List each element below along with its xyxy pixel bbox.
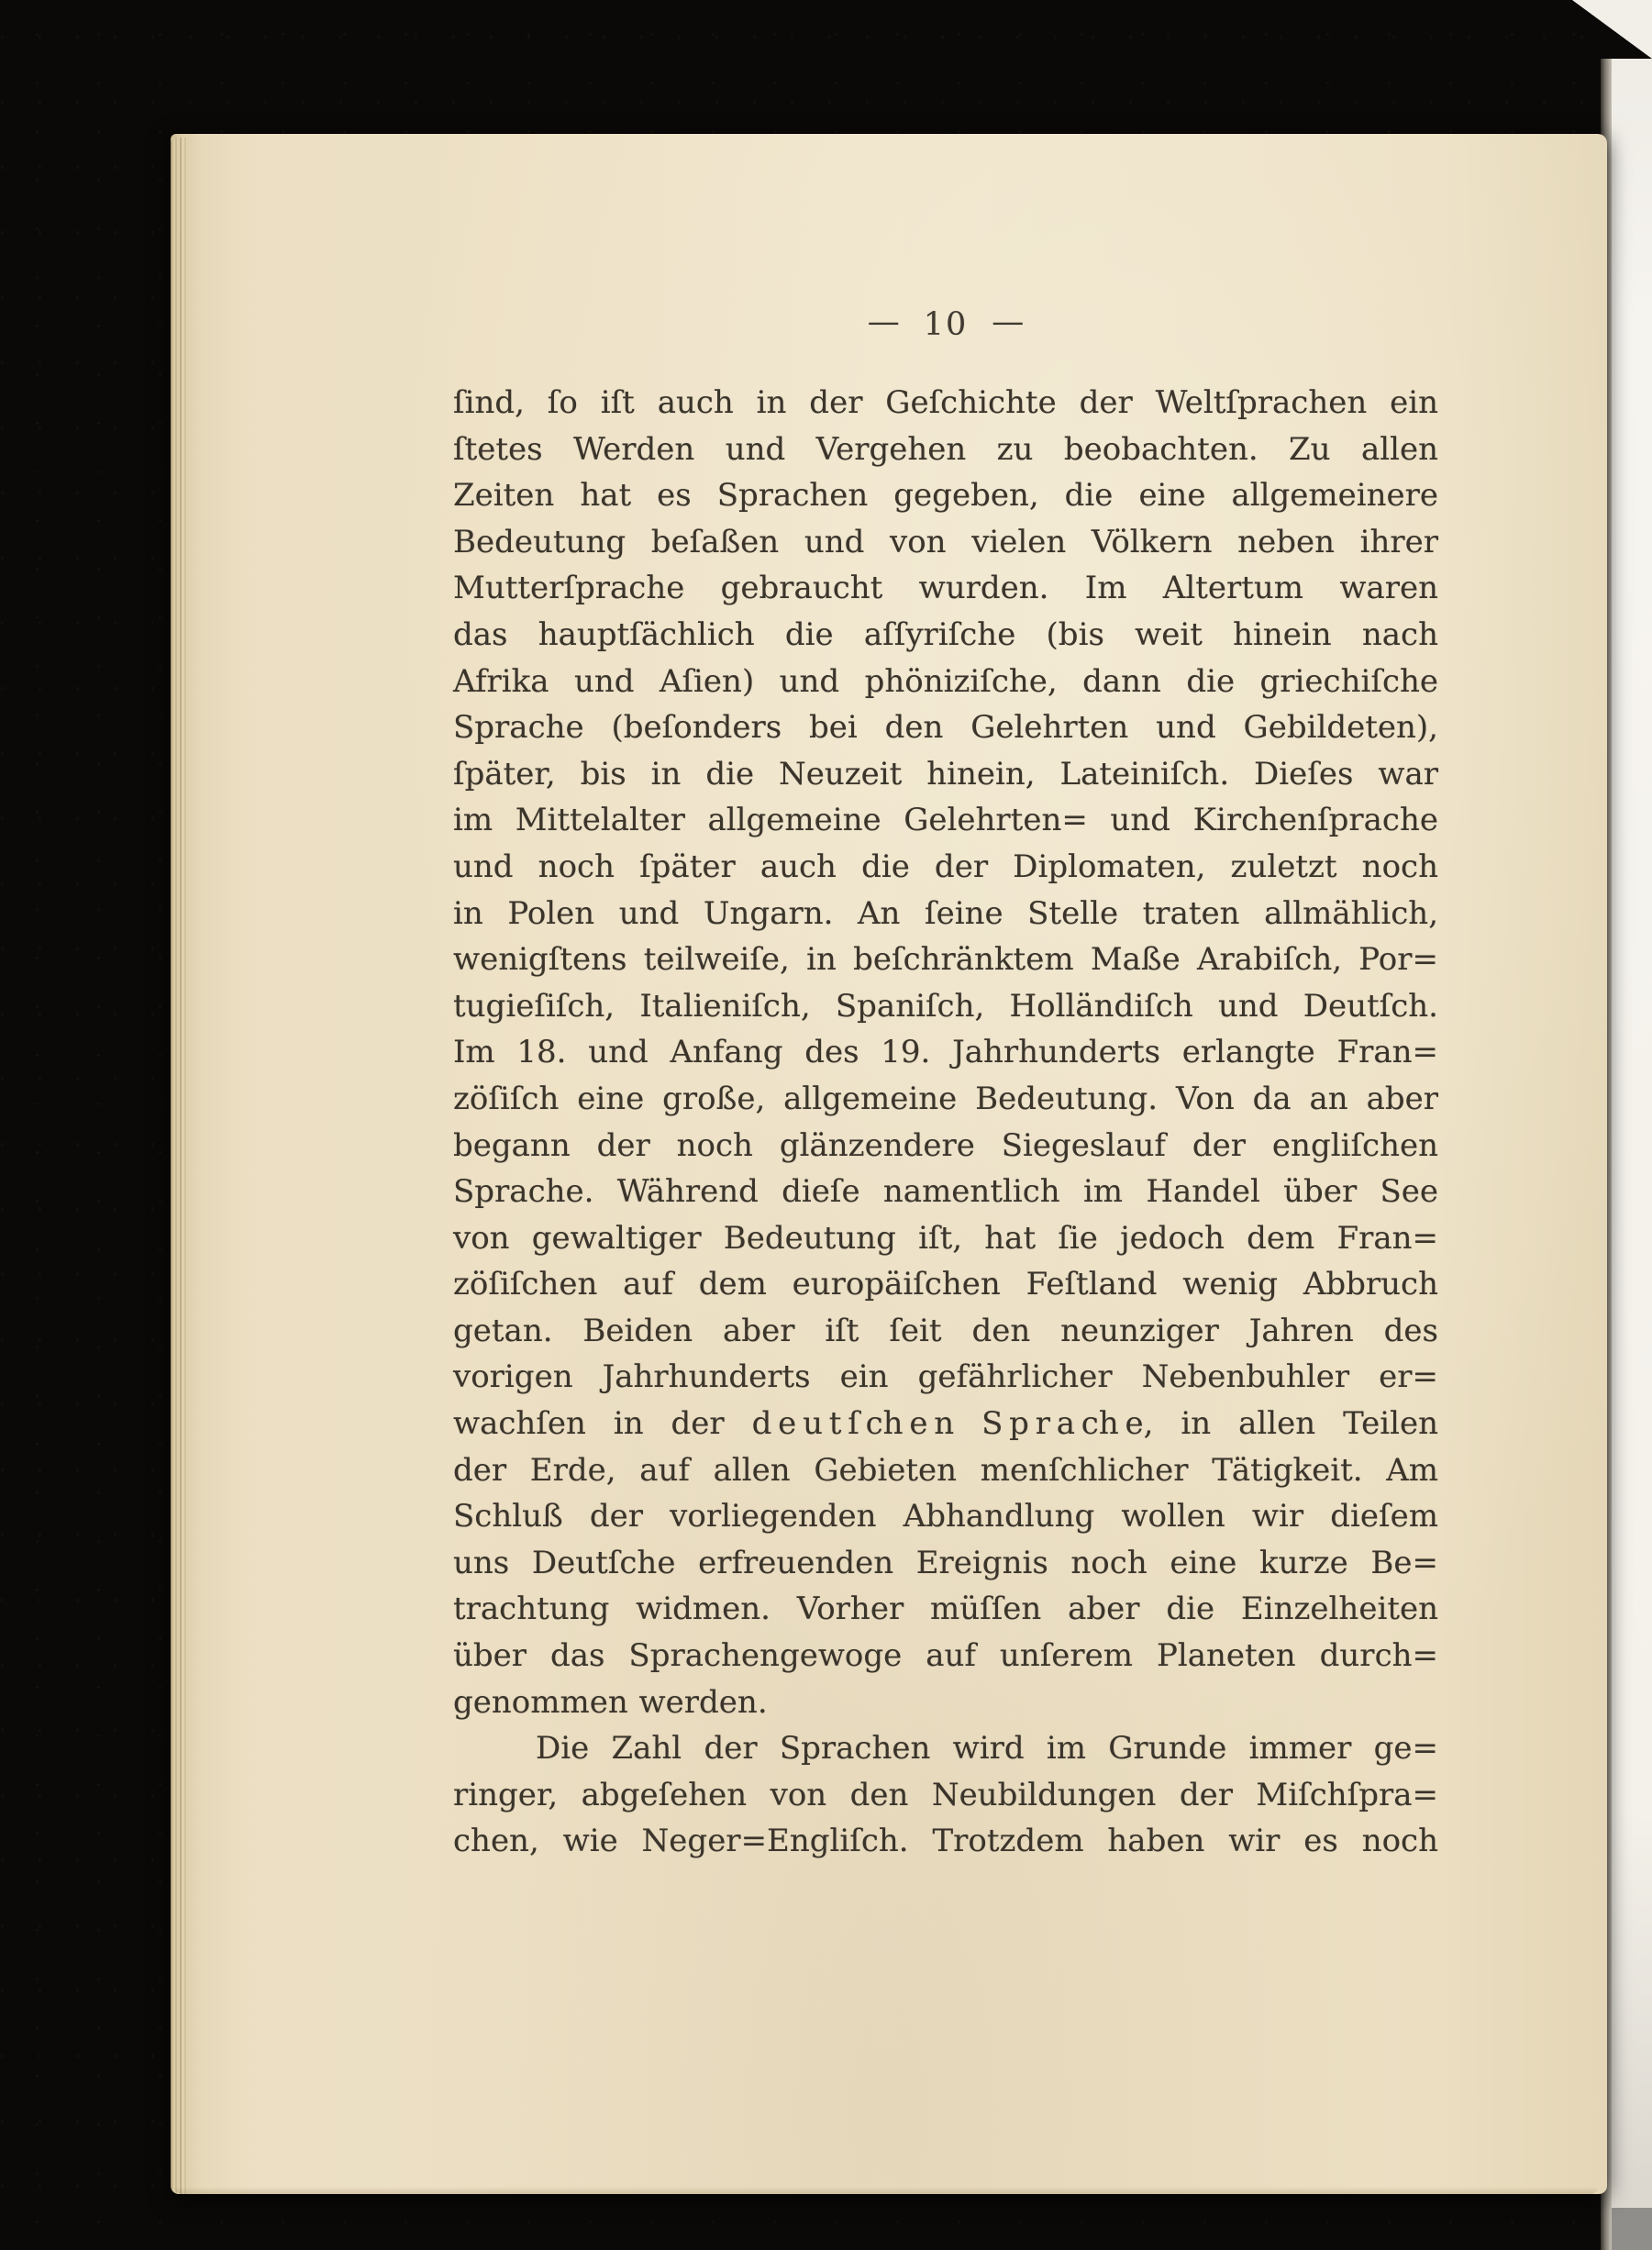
text-line: über das Sprachengewoge auf unſerem Planeten durch=: [453, 1637, 1438, 1675]
text-line: Bedeutung beſaßen und von vielen Völkern neben ihrer: [453, 523, 1438, 560]
text-line: im Mittelalter allgemeine Gelehrten= und Kirchenſprache: [453, 802, 1438, 839]
text-line: und noch ſpäter auch die der Diplomaten, zuletzt noch: [453, 848, 1438, 885]
scan-corner-highlight: [1514, 0, 1652, 59]
book-page: [171, 134, 1607, 2194]
text-line: zöſiſchen auf dem europäiſchen Feſtland wenig Abbruch: [453, 1266, 1438, 1303]
text-line: getan. Beiden aber iſt ſeit den neunziger Jahren des: [453, 1312, 1438, 1349]
text-line: Zeiten hat es Sprachen gegeben, die eine allgemeinere: [453, 477, 1438, 515]
text-line: der Erde, auf allen Gebieten menſchlicher Tätigkeit. Am: [453, 1451, 1438, 1489]
text-line: Im 18. und Anfang des 19. Jahrhunderts erlangte Fran=: [453, 1034, 1438, 1071]
page-number-dash-left: —: [867, 304, 900, 340]
text-line: wenigſtens teilweiſe, in beſchränktem Maße Arabiſch, Por=: [453, 941, 1438, 979]
page-bottom-edge: [174, 2187, 1598, 2194]
text-line: ſpäter, bis in die Neuzeit hinein, Lateiniſch. Dieſes war: [453, 755, 1438, 792]
text-line: in Polen und Ungarn. An ſeine Stelle traten allmählich,: [453, 894, 1438, 932]
text-line: genommen werden.: [453, 1683, 768, 1721]
adjacent-page-edge-foot: [1612, 2208, 1652, 2250]
page-number-value: 10: [923, 306, 969, 343]
text-line: ringer, abgeſehen von den Neubildungen der Miſchſpra=: [453, 1776, 1438, 1813]
page-stack-edges: [171, 138, 187, 2194]
text-line: vorigen Jahrhunderts ein gefährlicher Nebenbuhler er=: [453, 1358, 1438, 1396]
text-line: Die Zahl der Sprachen wird im Grunde immer ge=: [536, 1730, 1438, 1768]
text-line: chen, wie Neger=Engliſch. Trotzdem haben wir es noch: [453, 1823, 1438, 1860]
text-line: trachtung widmen. Vorher müſſen aber die Einzelheiten: [453, 1591, 1438, 1628]
page-number-dash-right: —: [992, 304, 1025, 340]
text-line: das hauptſächlich die aſſyriſche (bis weit hinein nach: [453, 615, 1438, 653]
text-line: wachſen in der d e u t ſ ch e n S p r a ch e, in allen Teilen: [453, 1405, 1438, 1443]
text-line: Sprache. Während dieſe namentlich im Handel über See: [453, 1173, 1438, 1211]
text-line: tugieſiſch, Italieniſch, Spaniſch, Holländiſch und Deutſch.: [453, 987, 1438, 1025]
text-line: ſind, ſo iſt auch in der Geſchichte der Weltſprachen ein: [453, 384, 1438, 421]
text-line: Sprache (beſonders bei den Gelehrten und Gebildeten),: [453, 709, 1438, 747]
body-text: [453, 380, 1438, 1865]
adjacent-page-edge: [1612, 59, 1652, 2250]
text-line: Mutterſprache gebraucht wurden. Im Altertum waren: [453, 570, 1438, 607]
text-line: ſtetes Werden und Vergehen zu beobachten. Zu allen: [453, 430, 1438, 468]
text-line: Schluß der vorliegenden Abhandlung wollen wir dieſem: [453, 1498, 1438, 1535]
text-line: begann der noch glänzendere Siegeslauf der engliſchen: [453, 1126, 1438, 1164]
text-line: von gewaltiger Bedeutung iſt, hat ſie jedoch dem Fran=: [453, 1219, 1438, 1257]
page-number: [453, 303, 1438, 347]
text-line: zöſiſch eine große, allgemeine Bedeutung. Von da an aber: [453, 1080, 1438, 1117]
text-column: [453, 134, 1438, 1865]
text-line: Afrika und Aſien) und phöniziſche, dann die griechiſche: [453, 662, 1438, 700]
text-line: uns Deutſche erfreuenden Ereignis noch eine kurze Be=: [453, 1544, 1438, 1581]
